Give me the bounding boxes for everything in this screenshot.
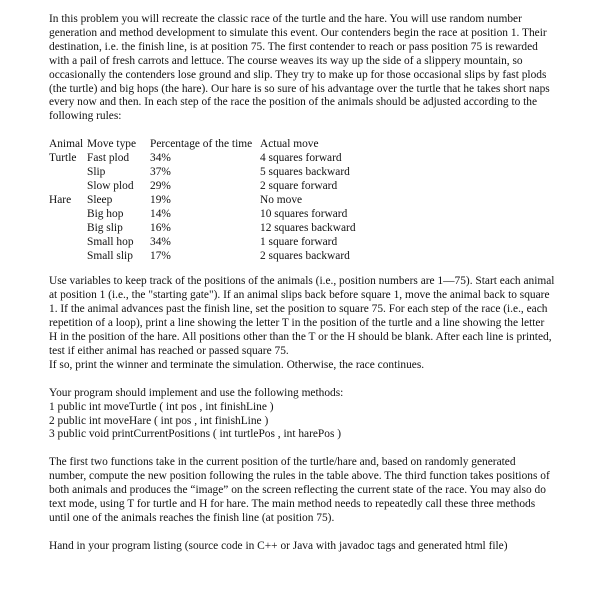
cell-move: Small slip bbox=[87, 249, 133, 262]
cell-animal: Hare bbox=[49, 193, 72, 206]
cell-percentage: 14% bbox=[150, 207, 171, 220]
cell-actual: 4 squares forward bbox=[260, 152, 342, 165]
header-move-type: Move type bbox=[87, 138, 137, 151]
method-line: 3 public void printCurrentPositions ( int turtlePos , int harePos ) bbox=[49, 428, 342, 441]
cell-actual: 1 square forward bbox=[260, 235, 338, 248]
cell-move: Big hop bbox=[87, 207, 124, 220]
cell-move: Slip bbox=[87, 166, 106, 179]
table-header-row bbox=[49, 138, 410, 152]
cell-animal bbox=[49, 236, 87, 250]
method-line: 1 public int moveTurtle ( int pos , int finishLine ) bbox=[49, 400, 274, 413]
cell-actual: 2 squares backward bbox=[260, 249, 350, 262]
header-animal: Animal bbox=[49, 138, 84, 151]
table-row bbox=[49, 166, 410, 180]
cell-percentage: 34% bbox=[150, 235, 171, 248]
rules-text: Use variables to keep track of the positions of the animals (i.e., position numbers are 1—75). Start each animal at position 1 (i.e., the "starting gate"). If an animal slips back before square 1, move the animal back to square 1. If the animal advances past the finish line, set the position to square 75. For each step of the race (i.e., each repetition of a loop), print a line showing the letter T in the position of the turtle and a line showing the letter H in the position of the hare. All positions other than the T or the H should be blank. After each line is printed, test if either animal has reached or passed square 75. bbox=[49, 275, 555, 357]
methods-intro: Your program should implement and use the following methods: bbox=[49, 386, 344, 399]
cell-move: Slow plod bbox=[87, 179, 134, 192]
cell-animal bbox=[49, 250, 87, 264]
rules-paragraph bbox=[49, 275, 555, 372]
cell-animal: Turtle bbox=[49, 152, 77, 165]
cell-percentage: 17% bbox=[150, 249, 171, 262]
table-row bbox=[49, 222, 410, 236]
document-page bbox=[49, 13, 555, 554]
methods-block bbox=[49, 387, 555, 443]
cell-move: Fast plod bbox=[87, 152, 130, 165]
header-percentage: Percentage of the time bbox=[150, 138, 253, 151]
cell-actual: No move bbox=[260, 193, 303, 206]
table-row bbox=[49, 236, 410, 250]
rules-last-line: If so, print the winner and terminate the simulation. Otherwise, the race continues. bbox=[49, 358, 425, 371]
cell-animal bbox=[49, 166, 87, 180]
table-row bbox=[49, 194, 410, 208]
cell-percentage: 16% bbox=[150, 221, 171, 234]
cell-animal bbox=[49, 180, 87, 194]
cell-percentage: 19% bbox=[150, 193, 171, 206]
cell-percentage: 37% bbox=[150, 166, 171, 179]
cell-percentage: 29% bbox=[150, 179, 171, 192]
header-actual-move: Actual move bbox=[260, 138, 319, 151]
cell-animal bbox=[49, 208, 87, 222]
functions-paragraph: The first two functions take in the current position of the turtle/hare and, based on randomly generated number, compute the new position following the rules in the table above. The third function takes positions of both animals and produces the “image” on the screen reflecting the current state of the race. You may also do text mode, using T for turtle and H for hare. The main method needs to repeatedly call these three methods until one of the animals reaches the finish line (at position 75). bbox=[49, 456, 550, 524]
cell-move: Big slip bbox=[87, 221, 123, 234]
cell-actual: 5 squares backward bbox=[260, 166, 350, 179]
table-row bbox=[49, 152, 410, 166]
intro-paragraph: In this problem you will recreate the classic race of the turtle and the hare. You will use random number generation and method development to simulate this event. Our contenders begin the race at position 1. Their destination, i.e. the finish line, is at position 75. The first contender to reach or pass position 75 is rewarded with a pail of fresh carrots and lettuce. The course weaves its way up the side of a slippery mountain, so occasionally the contenders lose ground and slip. They try to make up for those occasional slips by fast plods (the turtle) and big hops (the hare). Our hare is so sure of his advantage over the turtle that he takes short naps every now and then. In each step of the race the position of the animals should be adjusted according to the following rules: bbox=[49, 13, 550, 123]
cell-actual: 10 squares forward bbox=[260, 207, 348, 220]
table-row bbox=[49, 250, 410, 264]
handin-line: Hand in your program listing (source code in C++ or Java with javadoc tags and generated html file) bbox=[49, 539, 508, 552]
cell-move: Small hop bbox=[87, 235, 134, 248]
cell-move: Sleep bbox=[87, 193, 113, 206]
move-rules-table bbox=[49, 138, 410, 263]
cell-actual: 2 square forward bbox=[260, 179, 338, 192]
cell-actual: 12 squares backward bbox=[260, 221, 356, 234]
table-row bbox=[49, 180, 410, 194]
cell-percentage: 34% bbox=[150, 152, 171, 165]
method-line: 2 public int moveHare ( int pos , int finishLine ) bbox=[49, 414, 269, 427]
table-row bbox=[49, 208, 410, 222]
cell-animal bbox=[49, 222, 87, 236]
